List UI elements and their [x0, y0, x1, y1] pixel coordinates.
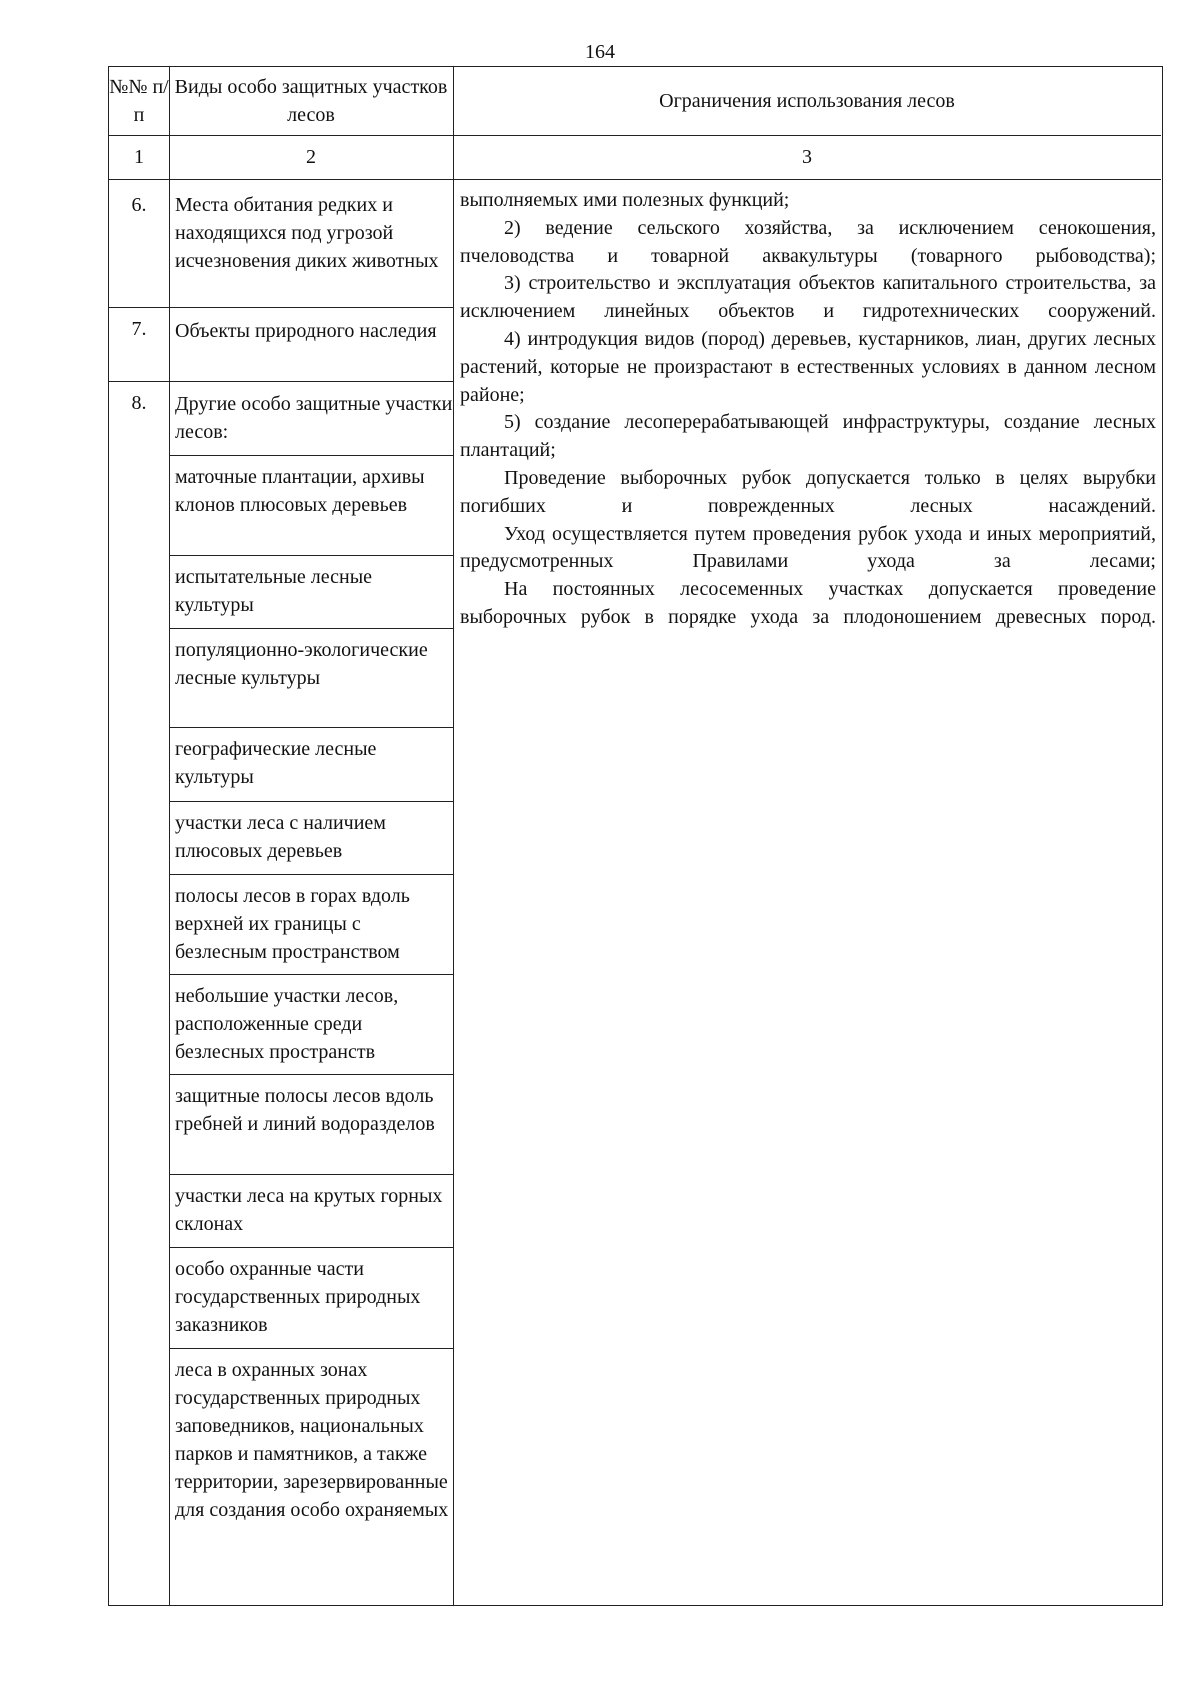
subitem: географические лесные культуры: [175, 738, 377, 788]
col-number-3: 3: [802, 146, 812, 168]
subitem: небольшие участки лесов, расположенные среди безлесных пространств: [175, 985, 399, 1063]
restriction-paragraph: 3) строительство и эксплуатация объектов капитального строительства, за исключением линейных объектов и гидротехнических сооружений.: [460, 272, 1156, 323]
row-number: 7.: [131, 318, 147, 340]
col-divider-1: [169, 67, 170, 1605]
subitem-divider: [169, 1174, 453, 1175]
restriction-paragraph: 5) создание лесоперерабатывающей инфраструктуры, создание лесных плантаций;: [460, 411, 1156, 462]
header-kinds: Виды особо защитных участков лесов: [174, 76, 448, 126]
subitem-divider: [169, 1348, 453, 1349]
row-kind: Объекты природного наследия: [175, 320, 437, 342]
subitem: особо охранные части государственных природных заказников: [175, 1258, 421, 1336]
row-divider-6: [109, 307, 453, 308]
subitem-divider: [169, 801, 453, 802]
subitem-divider: [169, 727, 453, 728]
restrictions-text: [460, 187, 1156, 632]
subitem: участки леса с наличием плюсовых деревьев: [175, 812, 386, 862]
header-restrictions: Ограничения использования лесов: [659, 90, 955, 112]
header-number: №№ п/п: [109, 76, 169, 126]
col-number-1: 1: [134, 146, 144, 168]
subitem: маточные плантации, архивы клонов плюсовых деревьев: [175, 466, 425, 516]
subitem-divider: [169, 1247, 453, 1248]
subitem: популяционно-экологические лесные культуры: [175, 639, 428, 689]
col-number-2: 2: [306, 146, 316, 168]
row-kind: Места обитания редких и находящихся под угрозой исчезновения диких животных: [175, 194, 439, 272]
subitem-divider: [169, 455, 453, 456]
restriction-paragraph: Проведение выборочных рубок допускается только в целях вырубки погибших и поврежденных лесных насаждений.: [460, 466, 1156, 517]
subitem: испытательные лесные культуры: [175, 566, 373, 616]
subitem-divider: [169, 1074, 453, 1075]
subitem-divider: [169, 555, 453, 556]
header-divider: [109, 135, 1161, 136]
subitem-divider: [169, 974, 453, 975]
subitem: леса в охранных зонах государственных природных заповедников, национальных парков и памятников, а также территории, зарезервированные для создания особо охраняемых: [175, 1359, 449, 1521]
subitem: полосы лесов в горах вдоль верхней их границы с безлесным пространством: [175, 885, 410, 963]
restriction-paragraph: На постоянных лесосеменных участках допускается проведение выборочных рубок в порядке ухода за плодоношением древесных пород.: [460, 578, 1156, 628]
subitem: защитные полосы лесов вдоль гребней и линий водоразделов: [175, 1085, 435, 1135]
restriction-paragraph: 4) интродукция видов (пород) деревьев, кустарников, лиан, других лесных растений, которые не произрастают в естественных условиях в данном лесном районе;: [460, 327, 1156, 406]
page-number: 164: [585, 41, 615, 63]
col-numbers-divider: [109, 179, 1161, 180]
subitem-divider: [169, 628, 453, 629]
restriction-paragraph: Уход осуществляется путем проведения рубок ухода и иных мероприятий, предусмотренных Правилами ухода за лесами;: [460, 522, 1156, 573]
row-kind: Другие особо защитные участки лесов:: [175, 393, 453, 443]
row-number: 8.: [131, 392, 147, 414]
restrictions-table: [108, 66, 1163, 1606]
subitem: участки леса на крутых горных склонах: [175, 1185, 443, 1235]
restriction-paragraph: выполняемых ими полезных функций;: [460, 189, 790, 211]
restriction-paragraph: 2) ведение сельского хозяйства, за исключением сенокошения, пчеловодства и товарной аквакультуры (товарного рыбоводства);: [460, 216, 1156, 267]
row-number: 6.: [131, 194, 147, 216]
subitem-divider: [169, 874, 453, 875]
row-divider-7: [109, 381, 453, 382]
